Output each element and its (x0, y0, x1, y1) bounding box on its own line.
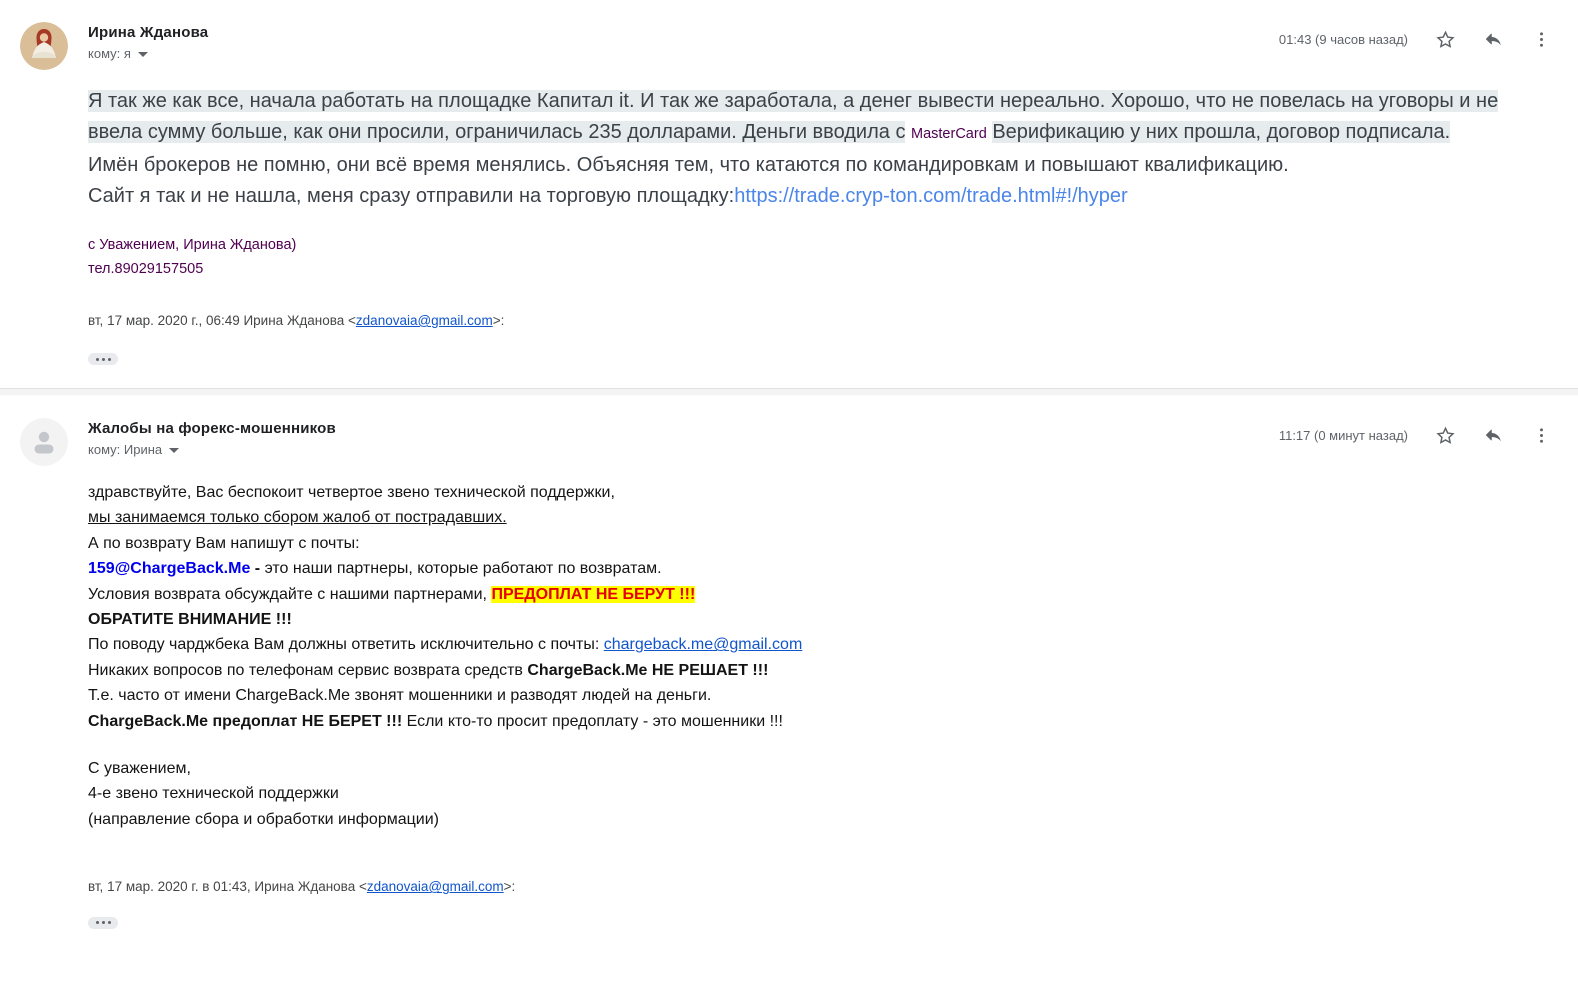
body-text: Если кто-то просит предоплату - это мошенники !!! (402, 712, 783, 730)
star-icon[interactable] (1434, 424, 1456, 446)
quote-attribution (88, 874, 1548, 899)
star-icon[interactable] (1434, 28, 1456, 50)
timestamp: 01:43 (9 часов назад) (1278, 31, 1408, 47)
attribution-text: >: (492, 313, 505, 328)
bold-text: ChargeBack.Me предоплат НЕ БЕРЕТ !!! (88, 712, 403, 730)
more-options-icon[interactable] (1530, 424, 1552, 446)
email-2-body (88, 480, 1548, 959)
chevron-down-icon (138, 52, 148, 57)
more-options-icon[interactable] (1530, 28, 1552, 50)
sender-name: Ирина Жданова (88, 24, 209, 41)
email-1-body (88, 86, 1548, 365)
meditating-woman-avatar-image (20, 22, 68, 70)
body-text: Условия возврата обсуждайте с нашими партнерами, (88, 585, 492, 603)
paragraph-with-link (88, 181, 1548, 212)
signature-line: тел.89029157505 (88, 261, 204, 277)
sender-email-link[interactable]: zdanovaia@gmail.com (355, 313, 493, 328)
body-line-underlined: мы занимаемся только сбором жалоб от пострадавших. (88, 509, 507, 527)
email-message-2 (0, 396, 1578, 959)
attribution-text: вт, 17 мар. 2020 г. в 01:43, Ирина Жданова < (88, 879, 367, 895)
signature-line: 4-е звено технической поддержки (88, 785, 339, 803)
signature-line: с Уважением, Ирина Жданова) (88, 237, 297, 253)
thread-divider (0, 388, 1578, 396)
recipient-label: кому: Ирина (88, 442, 163, 457)
chargeback-email-link[interactable]: chargeback.me@gmail.com (603, 636, 803, 654)
reply-icon[interactable] (1482, 28, 1504, 50)
sender-name: Жалобы на форекс-мошенников (88, 420, 336, 437)
show-trimmed-content-button[interactable] (88, 917, 118, 929)
body-line (88, 658, 1548, 683)
recipient-details-toggle[interactable] (88, 46, 148, 61)
body-line: здравствуйте, Вас беспокоит четвертое звено технической поддержки, (88, 484, 615, 501)
chevron-down-icon (169, 448, 179, 453)
mastercard-text: MasterCard (911, 126, 987, 142)
paragraph-text: Сайт я так и не нашла, меня сразу отправили на торговую площадку: (88, 185, 735, 207)
signature-line: (направление сбора и обработки информации) (88, 810, 439, 828)
email-message-1 (0, 0, 1578, 365)
trade-platform-link[interactable]: https://trade.cryp-ton.com/trade.html#!/hyper (734, 185, 1128, 207)
body-text: По поводу чарджбека Вам должны ответить исключительно с почты: (88, 636, 604, 654)
email-1-actions (1279, 22, 1552, 50)
dash-text: - (250, 560, 265, 578)
body-text: это наши партнеры, которые работают по возвратам. (264, 560, 662, 578)
email-1-signature (88, 233, 1548, 281)
alert-highlight-text: ПРЕДОПЛАТ НЕ БЕРУТ !!! (491, 585, 696, 603)
body-line: А по возврату Вам напишут с почты: (88, 534, 360, 552)
highlighted-text: Верификацию у них прошла, договор подписала. (992, 121, 1451, 143)
default-person-icon (20, 418, 68, 466)
body-line-with-link (88, 632, 1548, 657)
recipient-label: кому: я (88, 46, 131, 61)
quote-attribution (88, 305, 1548, 336)
sender-email-link[interactable]: zdanovaia@gmail.com (366, 879, 504, 895)
attention-heading: ОБРАТИТЕ ВНИМАНИЕ !!! (88, 611, 292, 629)
body-line (88, 709, 1548, 734)
sender-info (88, 418, 1279, 459)
partner-email-link[interactable]: 159@ChargeBack.Me (88, 560, 251, 578)
recipient-details-toggle[interactable] (88, 442, 179, 457)
sender-info (88, 22, 1279, 63)
timestamp: 11:17 (0 минут назад) (1278, 427, 1408, 443)
attribution-text: вт, 17 мар. 2020 г., 06:49 Ирина Жданова < (88, 313, 356, 328)
sender-avatar (20, 22, 68, 70)
paragraph-highlighted (88, 86, 1548, 150)
bold-text: ChargeBack.Me НЕ РЕШАЕТ !!! (527, 661, 769, 679)
highlighted-text: Я так же как все, начала работать на площадке Капитал it. И так же заработала, а денег вывести нереально. Хорошо, что не повелась на уговоры и не ввела сумму больше, как они просили, ограничилась 235 долларами. Деньги вводила с (88, 90, 1499, 143)
body-text: Никаких вопросов по телефонам сервис возврата средств (88, 661, 528, 679)
show-trimmed-content-button[interactable] (88, 353, 118, 365)
email-1-header (0, 0, 1578, 70)
body-line: Т.е. часто от имени ChargeBack.Me звонят мошенники и разводят людей на деньги. (88, 687, 712, 705)
email-2-header (0, 396, 1578, 466)
body-line-with-link (88, 556, 1548, 581)
email-2-actions (1279, 418, 1552, 446)
reply-icon[interactable] (1482, 424, 1504, 446)
signature-line: С уважением, (88, 760, 191, 778)
body-line-with-alert (88, 582, 1548, 607)
attribution-text: >: (503, 879, 516, 895)
sender-avatar (20, 418, 68, 466)
paragraph: Имён брокеров не помню, они всё время менялись. Объясняя тем, что катаются по командировкам и повышают квалификацию. (88, 154, 1289, 176)
